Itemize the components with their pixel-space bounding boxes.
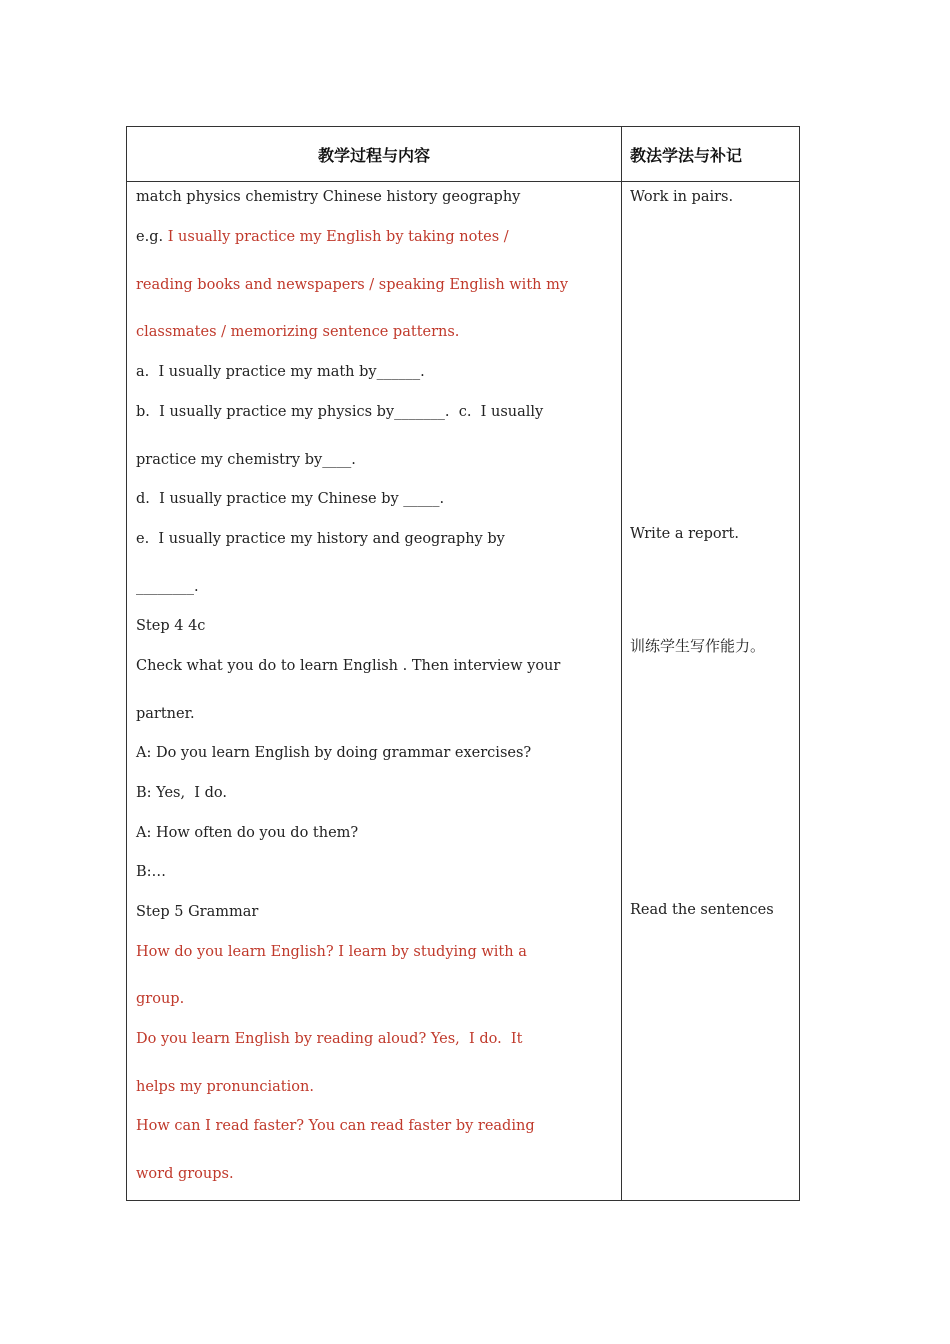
note-read-sentences: Read the sentences <box>630 902 774 918</box>
header-process-content: 教学过程与内容 <box>317 145 430 165</box>
text-line: helps my pronunciation. <box>136 1079 314 1095</box>
text-line: A: How often do you do them? <box>136 825 359 841</box>
text-line: Step 4 4c <box>136 618 206 634</box>
text-line: a. I usually practice my math by______. <box>136 364 425 380</box>
text-line: word groups. <box>136 1166 234 1182</box>
text-line: How do you learn English? I learn by studying with a <box>136 944 527 960</box>
text-line: match physics chemistry Chinese history geography <box>136 189 521 205</box>
text-line: group. <box>136 991 185 1007</box>
text-line: reading books and newspapers / speaking English with my <box>136 277 569 293</box>
text-line: Do you learn English by reading aloud? Yes, I do. It <box>136 1031 523 1047</box>
text-line: How can I read faster? You can read faster by reading <box>136 1118 535 1134</box>
text-line: b. I usually practice my physics by_______. c. I usually <box>136 404 544 420</box>
text-line: practice my chemistry by____. <box>136 452 356 468</box>
text-line: A: Do you learn English by doing grammar exercises? <box>136 745 532 761</box>
text-line: B: Yes, I do. <box>136 785 228 801</box>
text-line: e. I usually practice my history and geography by <box>136 531 505 547</box>
header-divider <box>127 181 799 182</box>
note-writing-skill: 训练学生写作能力。 <box>630 637 766 655</box>
text-line: Check what you do to learn English . Then interview your <box>136 658 561 674</box>
lesson-table <box>126 126 800 1201</box>
note-work-in-pairs: Work in pairs. <box>630 189 734 205</box>
example-text: I usually practice my English by taking notes / <box>167 229 509 245</box>
column-divider <box>621 127 622 1200</box>
note-write-report: Write a report. <box>630 526 739 542</box>
header-methods-notes: 教法学法与补记 <box>630 145 743 165</box>
text-line: Step 5 Grammar <box>136 904 259 920</box>
text-line-example <box>136 227 509 247</box>
text-line: partner. <box>136 706 195 722</box>
text-line: ________. <box>136 579 199 595</box>
text-line: B:… <box>136 864 167 880</box>
text-line: d. I usually practice my Chinese by _____. <box>136 491 445 507</box>
text-line: classmates / memorizing sentence patterns. <box>136 324 460 340</box>
example-prefix: e.g. <box>136 229 168 245</box>
